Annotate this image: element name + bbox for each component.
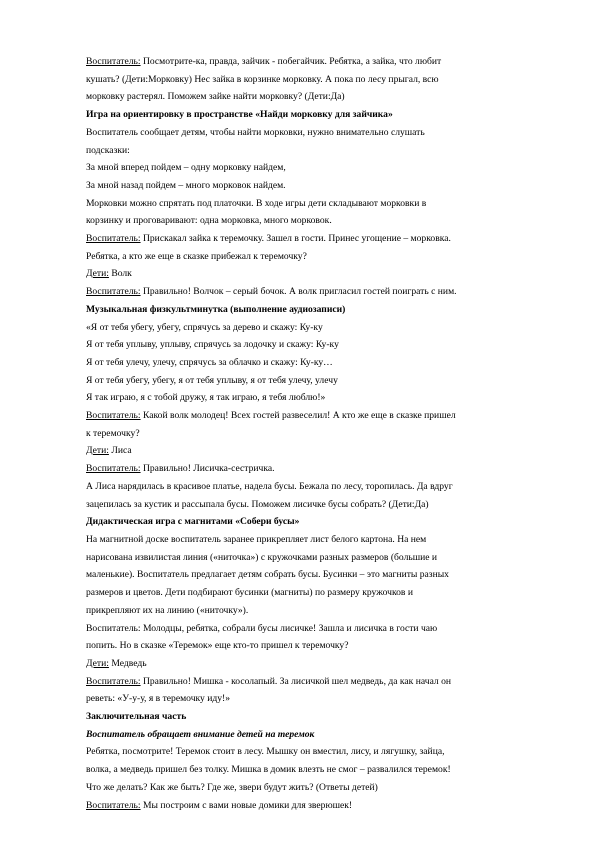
text-line <box>86 248 523 266</box>
heading-text: Воспитатель обращает внимание детей на теремок <box>86 728 315 740</box>
text-line <box>86 212 523 230</box>
text-line <box>86 655 523 673</box>
speaker-label: Воспитатель: <box>86 799 141 811</box>
body-text: прикрепляют их на линию («ниточку»). <box>86 604 249 616</box>
speaker-label: Воспитатель: <box>86 233 141 245</box>
body-text: Ребятка, а кто же еще в сказке прибежал к теремочку? <box>86 250 307 262</box>
text-line <box>86 389 523 407</box>
text-line <box>86 88 523 106</box>
text-line <box>86 637 523 655</box>
text-line <box>86 584 523 602</box>
body-text: Воспитатель сообщает детям, чтобы найти морковки, нужно внимательно слушать <box>86 126 425 138</box>
text-line <box>86 319 523 337</box>
body-text: Правильно! Мишка - косолапый. За лисичкой шел медведь, да как начал он <box>140 675 452 687</box>
text-line <box>86 673 523 691</box>
text-line <box>86 372 523 390</box>
body-text: Морковки можно спрятать под платочки. В ходе игры дети складывают морковки в <box>86 197 427 209</box>
body-text: Волк <box>108 268 132 280</box>
text-line <box>86 142 523 160</box>
body-text: А Лиса нарядилась в красивое платье, надела бусы. Бежала по лесу, торопилась. Да вдруг <box>86 480 453 492</box>
speaker-label: Дети: <box>86 268 109 280</box>
body-text: волка, а медведь пришел без толку. Мишка в домик влезть не смог – развалился теремок! <box>86 764 451 776</box>
body-text: морковку растерял. Поможем зайке найти морковку? (Дети:Да) <box>86 91 345 103</box>
text-line <box>86 442 523 460</box>
text-line <box>86 336 523 354</box>
text-line <box>86 230 523 248</box>
body-text: Я от тебя уплыву, уплыву, спрячусь за лодочку и скажу: Ку-ку <box>86 339 339 351</box>
speaker-label: Воспитатель: <box>86 56 141 67</box>
body-text: Медведь <box>108 657 147 669</box>
text-line <box>86 620 523 638</box>
body-text: Какой волк молодец! Всех гостей развеселил! А кто же еще в сказке пришел <box>140 410 456 422</box>
speaker-label: Дети: <box>86 657 109 669</box>
text-line <box>86 743 523 761</box>
text-line <box>86 159 523 177</box>
text-line <box>86 301 523 319</box>
heading-text: Дидактическая игра с магнитами «Собери бусы» <box>86 516 300 528</box>
text-line <box>86 496 523 514</box>
text-line <box>86 531 523 549</box>
body-text: За мной назад пойдем – много морковок найдем. <box>86 179 286 191</box>
body-text: Прискакал зайка к теремочку. Зашел в гости. Принес угощение – морковка. <box>140 233 451 245</box>
text-line <box>86 425 523 443</box>
body-text: Правильно! Лисичка-сестричка. <box>140 463 275 475</box>
body-text: корзинку и проговаривают: одна морковка, много морковок. <box>86 215 332 227</box>
body-text: зацепилась за кустик и рассыпала бусы. Поможем лисичке бусы собрать? (Дети:Да) <box>86 498 429 510</box>
body-text: Что же делать? Как же быть? Где же, звери будут жить? (Ответы детей) <box>86 781 378 793</box>
body-text: размеров и цветов. Дети подбирают бусинки (магниты) по размеру кружочков и <box>86 587 413 599</box>
text-line <box>86 478 523 496</box>
body-text: Я так играю, я с тобой дружу, я так играю, я тебя люблю!» <box>86 392 326 404</box>
heading-text: Игра на ориентировку в пространстве «Найди морковку для зайчика» <box>86 109 393 121</box>
text-line <box>86 513 523 531</box>
speaker-label: Воспитатель: <box>86 463 141 475</box>
text-line <box>86 797 523 815</box>
body-text: На магнитной доске воспитатель заранее прикрепляет лист белого картона. На нем <box>86 533 427 545</box>
text-line <box>86 106 523 124</box>
text-line <box>86 71 523 89</box>
body-text: Воспитатель: Молодцы, ребятка, собрали бусы лисичке! Зашла и лисичка в гости чаю <box>86 622 438 634</box>
heading-text: Музыкальная физкультминутка (выполнение аудиозаписи) <box>86 303 346 315</box>
text-line <box>86 761 523 779</box>
body-text: Я от тебя убегу, убегу, я от тебя уплыву, я от тебя улечу, улечу <box>86 374 338 386</box>
text-line <box>86 708 523 726</box>
text-line <box>86 602 523 620</box>
text-line <box>86 354 523 372</box>
body-text: Лиса <box>108 445 132 457</box>
speaker-label: Дети: <box>86 445 109 457</box>
text-line <box>86 460 523 478</box>
text-line <box>86 53 523 71</box>
text-line <box>86 265 523 283</box>
body-text: Правильно! Волчок – серый бочок. А волк пригласил гостей поиграть с ним. <box>140 286 457 298</box>
body-text: За мной вперед пойдем – одну морковку найдем, <box>86 162 286 174</box>
body-text: Мы построим с вами новые домики для зверюшек! <box>140 799 353 811</box>
speaker-label: Воспитатель: <box>86 675 141 687</box>
body-text: Посмотрите-ка, правда, зайчик - побегайчик. Ребятка, а зайка, что любит <box>140 56 442 67</box>
text-line <box>86 779 523 797</box>
body-text: Ребятка, посмотрите! Теремок стоит в лесу. Мышку он вместил, лису, и лягушку, зайца, <box>86 746 445 758</box>
body-text: попить. Но в сказке «Теремок» еще кто-то пришел к теремочку? <box>86 640 349 652</box>
body-text: маленькие). Воспитатель предлагает детям собрать бусы. Бусинки – это магниты разных <box>86 569 449 581</box>
speaker-label: Воспитатель: <box>86 410 141 422</box>
body-text: нарисована извилистая линия («ниточка») с кружочками разных размеров (большие и <box>86 551 438 563</box>
body-text: реветь: «У-у-у, я в теремочку иду!» <box>86 693 231 705</box>
text-line <box>86 407 523 425</box>
speaker-label: Воспитатель: <box>86 286 141 298</box>
text-line <box>86 283 523 301</box>
body-text: «Я от тебя убегу, убегу, спрячусь за дерево и скажу: Ку-ку <box>86 321 323 333</box>
body-text: Я от тебя улечу, улечу, спрячусь за облачко и скажу: Ку-ку… <box>86 356 333 368</box>
heading-text: Заключительная часть <box>86 711 187 723</box>
text-line <box>86 124 523 142</box>
text-line <box>86 177 523 195</box>
body-text: к теремочку? <box>86 427 140 439</box>
text-line <box>86 690 523 708</box>
text-line <box>86 195 523 213</box>
text-line <box>86 726 523 744</box>
text-line <box>86 549 523 567</box>
body-text: кушать? (Дети:Морковку) Нес зайка в корзинке морковку. А пока по лесу прыгал, всю <box>86 73 439 85</box>
text-line <box>86 566 523 584</box>
body-text: подсказки: <box>86 144 130 156</box>
